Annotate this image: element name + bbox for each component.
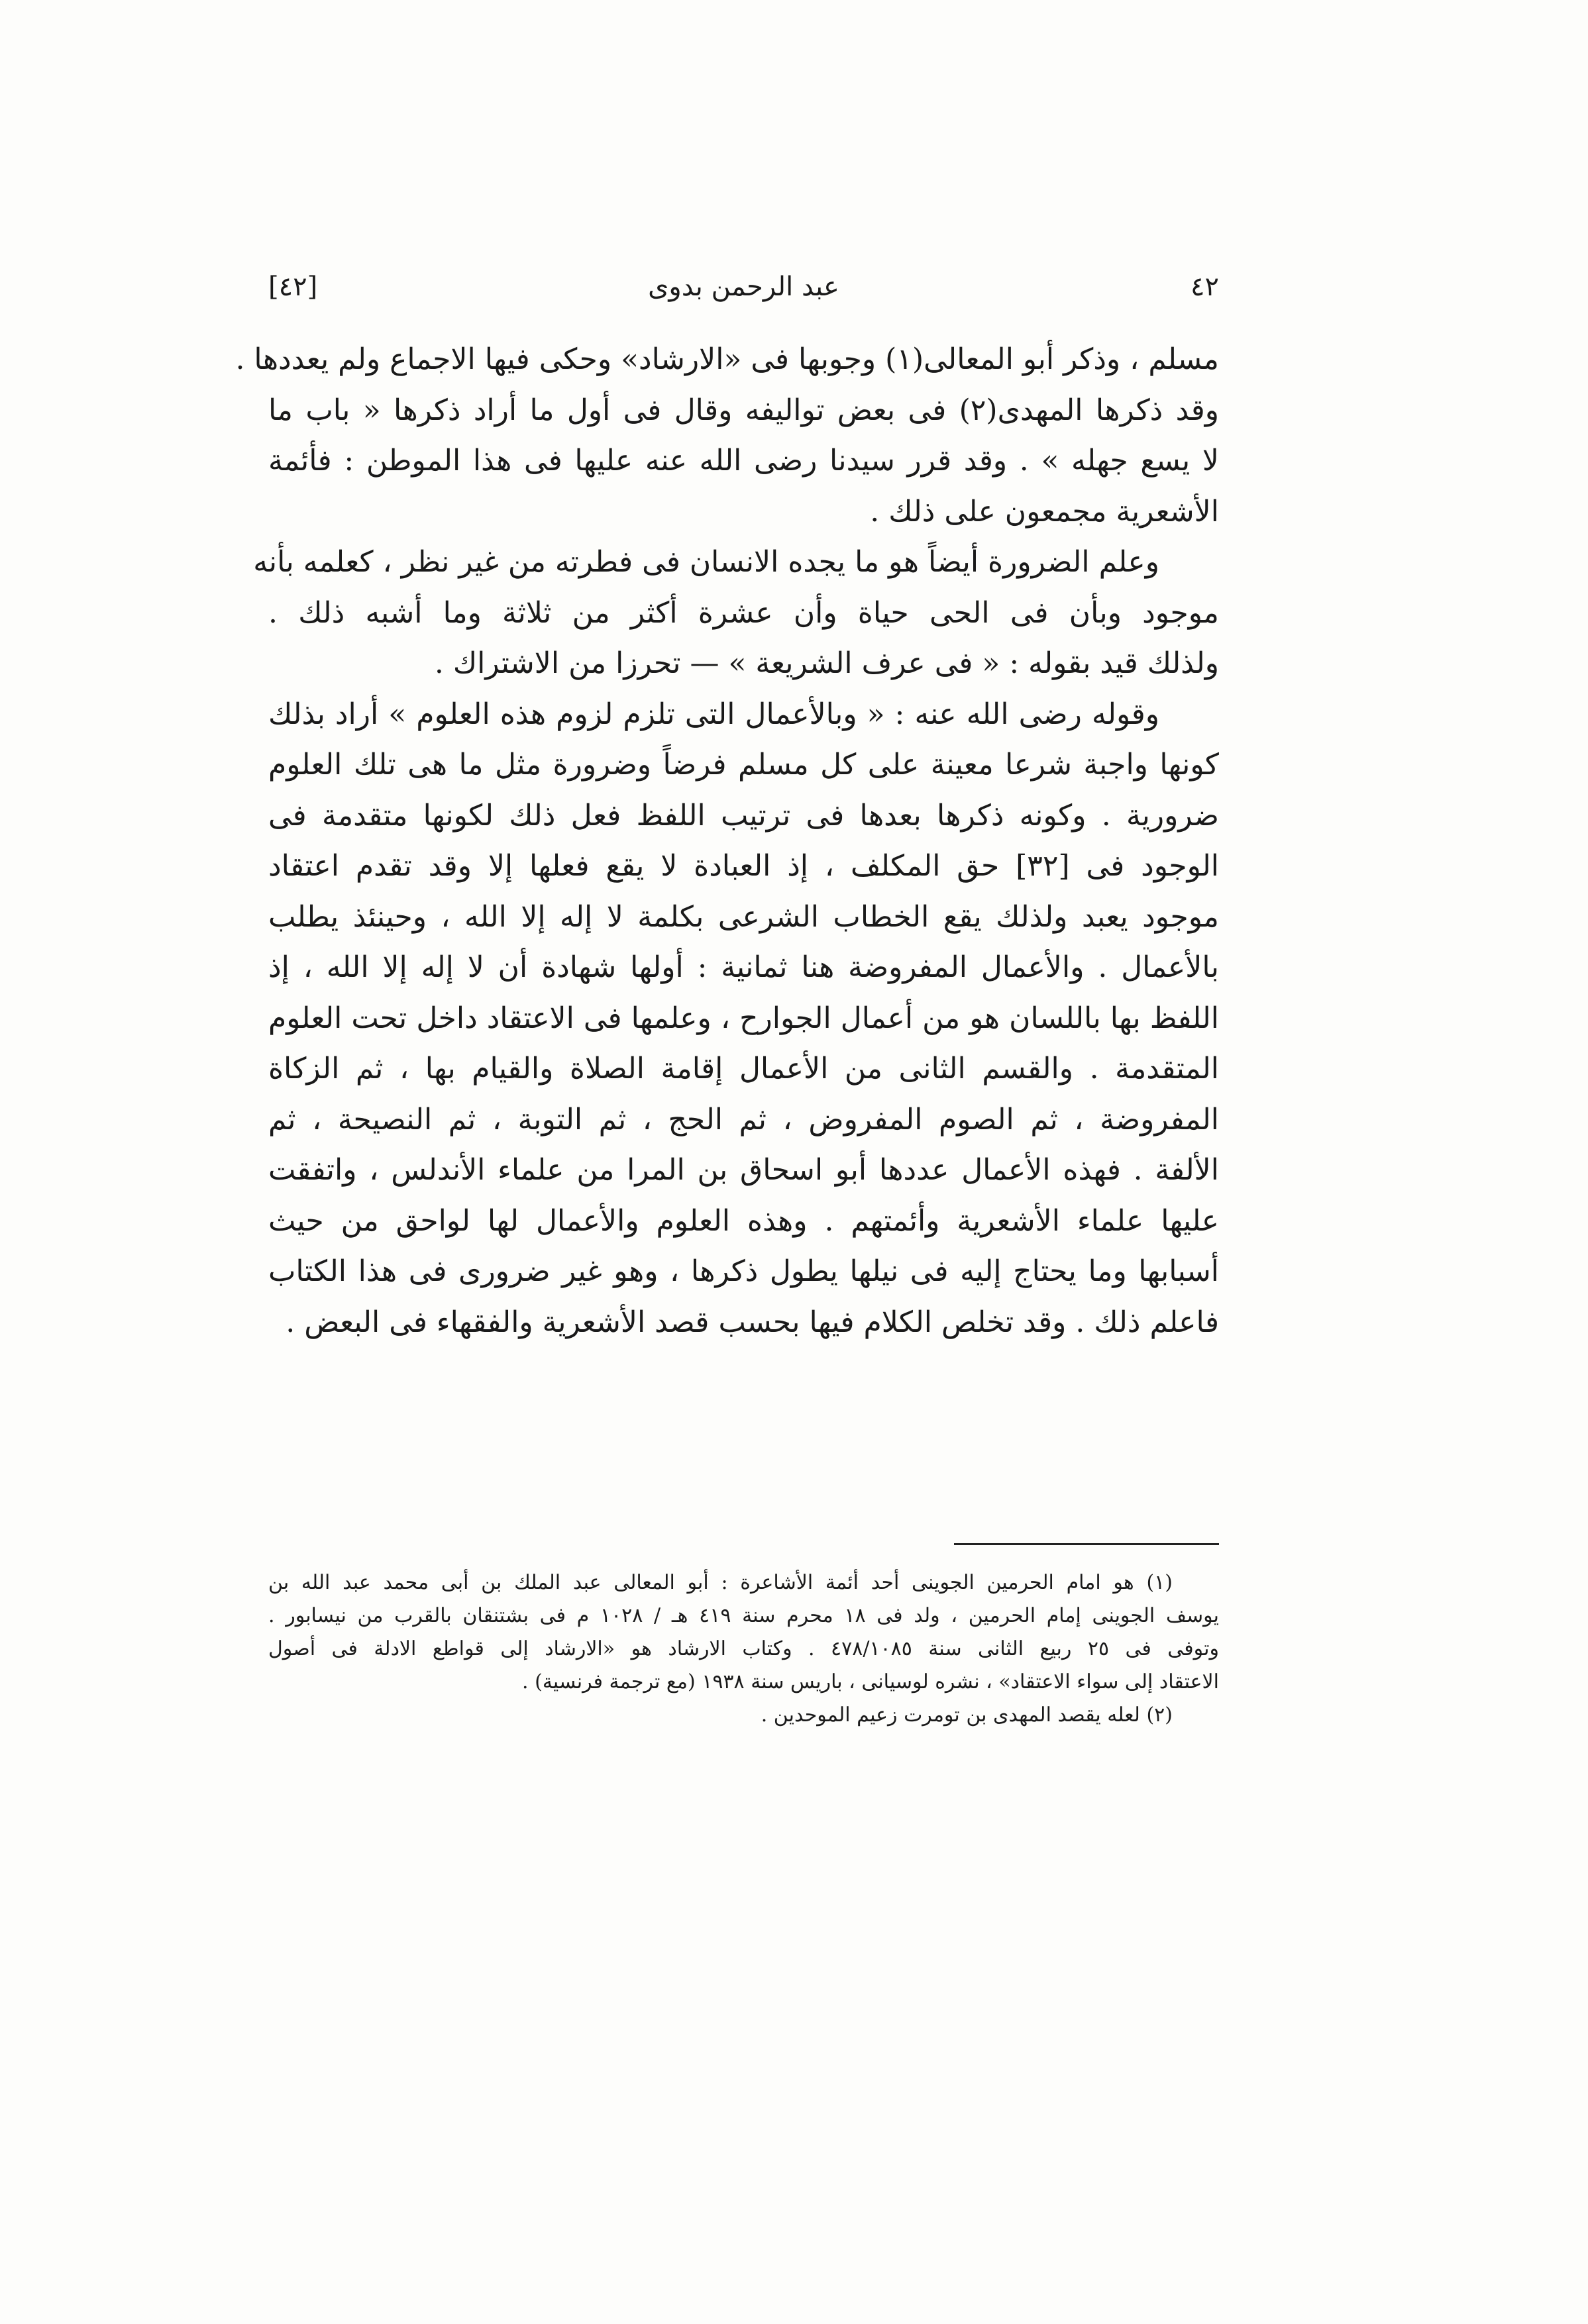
text-line: فاعلم ذلك . وقد تخلص الكلام فيها بحسب قصد الأشعرية والفقهاء فى البعض . <box>286 1305 1219 1339</box>
footnote-line: (٢) لعله يقصد المهدى بن تومرت زعيم الموحدين . <box>761 1703 1173 1727</box>
text-line: كونها واجبة شرعا معينة على كل مسلم فرضاً وضرورة مثل ما هى تلك العلوم <box>268 748 1219 782</box>
text-line: وعلم الضرورة أيضاً هو ما يجده الانسان فى فطرته من غير نظر ، كعلمه بأنه <box>253 545 1159 579</box>
footnotes <box>268 1566 1219 1732</box>
text-line: المتقدمة . والقسم الثانى من الأعمال إقامة الصلاة والقيام بها ، ثم الزكاة <box>268 1052 1219 1086</box>
text-line: أسبابها وما يحتاج إليه فى نيلها يطول ذكرها ، وهو غير ضرورى فى هذا الكتاب <box>268 1254 1219 1288</box>
text-line: لا يسع جهله » . وقد قرر سيدنا رضى الله عنه عليها فى هذا الموطن : فأئمة <box>268 444 1219 478</box>
text-line: الوجود فى [٣٢] حق المكلف ، إذ العبادة لا يقع فعلها إلا وقد تقدم اعتقاد <box>268 849 1219 883</box>
text-line: موجود يعبد ولذلك يقع الخطاب الشرعى بكلمة لا إله إلا الله ، وحينئذ يطلب <box>268 899 1219 934</box>
text-line: بالأعمال . والأعمال المفروضة هنا ثمانية : أولها شهادة أن لا إله إلا الله ، إذ <box>268 950 1219 984</box>
text-line: ولذلك قيد بقوله : « فى عرف الشريعة » — تحرزا من الاشتراك . <box>434 646 1219 680</box>
text-line: الألفة . فهذه الأعمال عددها أبو اسحاق بن المرا من علماء الأندلس ، واتفقت <box>268 1153 1219 1187</box>
footnote-line: الاعتقاد إلى سواء الاعتقاد» ، نشره لوسيانى ، باريس سنة ١٩٣٨ (مع ترجمة فرنسية) . <box>522 1670 1219 1693</box>
main-text <box>235 334 1219 1348</box>
text-line: موجود وبأن فى الحى حياة وأن عشرة أكثر من ثلاثة وما أشبه ذلك . <box>268 595 1219 630</box>
text-line: وقد ذكرها المهدى(٢) فى بعض تواليفه وقال فى أول ما أراد ذكرها « باب ما <box>268 393 1219 427</box>
running-title: عبد الرحمن بدوى <box>648 272 839 302</box>
text-line: ضرورية . وكونه ذكرها بعدها فى ترتيب اللفظ فعل ذلك لكونها متقدمة فى <box>268 798 1219 833</box>
original-page-ref: [٤٢] <box>268 272 318 302</box>
text-line: وقوله رضى الله عنه : « وبالأعمال التى تلزم لزوم هذه العلوم » أراد بذلك <box>268 697 1159 731</box>
footnote-divider <box>954 1543 1219 1545</box>
text-line: مسلم ، وذكر أبو المعالى(١) وجوبها فى «الارشاد» وحكى فيها الاجماع ولم يعددها . <box>235 342 1219 376</box>
footnote-line: يوسف الجوينى إمام الحرمين ، ولد فى ١٨ محرم سنة ٤١٩ هـ / ١٠٢٨ م فى بشتنقان بالقرب من نيسابور . <box>268 1604 1219 1627</box>
text-line: المفروضة ، ثم الصوم المفروض ، ثم الحج ، ثم التوبة ، ثم النصيحة ، ثم <box>268 1102 1219 1137</box>
running-header <box>268 264 1219 310</box>
text-line: اللفظ بها باللسان هو من أعمال الجوارح ، وعلمها فى الاعتقاد داخل تحت العلوم <box>268 1001 1219 1035</box>
page-number: ٤٢ <box>1191 272 1219 302</box>
text-line: عليها علماء الأشعرية وأئمتهم . وهذه العلوم والأعمال لها لواحق من حيث <box>268 1203 1219 1238</box>
footnote-line: (١) هو امام الحرمين الجوينى أحد أئمة الأشاعرة : أبو المعالى عبد الملك بن أبى محمد عبد الله بن <box>268 1571 1173 1594</box>
text-line: الأشعرية مجمعون على ذلك . <box>870 494 1219 529</box>
footnote-line: وتوفى فى ٢٥ ربيع الثانى سنة ٤٧٨/١٠٨٥ . وكتاب الارشاد هو «الارشاد إلى قواطع الادلة فى أصول <box>268 1637 1219 1660</box>
